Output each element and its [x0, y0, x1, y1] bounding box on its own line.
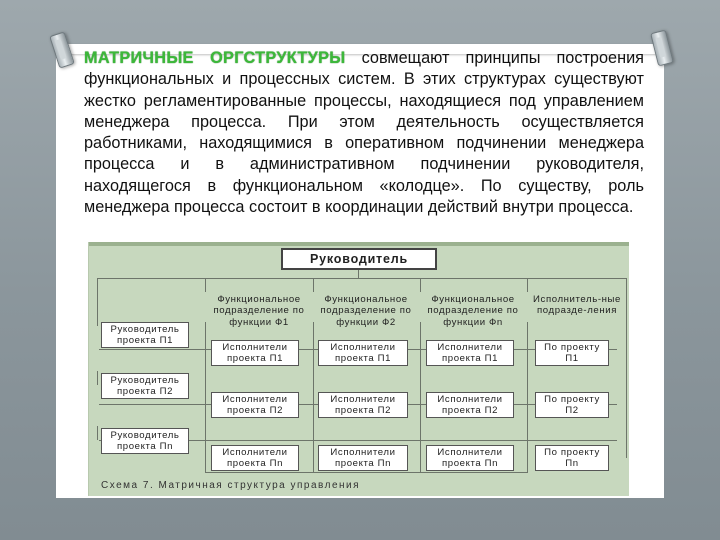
- cell-box: Исполнители проекта П2: [426, 392, 514, 418]
- column-line-2: [313, 322, 314, 472]
- cell-box: По проекту П1: [535, 340, 609, 366]
- row-manager-box: Руководитель проекта П1: [101, 322, 189, 348]
- connector-line: [97, 371, 98, 385]
- paragraph-text: совмещают принципы построения функциональных и процессных систем. В этих структурах существуют жестко регламентированные процессы, находящиеся под управлением менеджера процесса. При этом деятельность осуществляется работниками, находящимися в оперативном подчинении менеджера процесса и в административном подчинении руководителя, находящегося в функциональном «колодце». По существу, роль менеджера процесса состоит в координации действий внутри процесса.: [84, 49, 644, 217]
- column-header: Функциональное подразделение по функции Фn: [427, 294, 519, 328]
- connector-line: [205, 278, 206, 292]
- connector-line: [313, 278, 314, 292]
- cell-box: Исполнители проекта П1: [426, 340, 514, 366]
- cell-box: Исполнители проекта Пn: [211, 445, 299, 471]
- cell-box: Исполнители проекта Пn: [318, 445, 408, 471]
- cell-box: Исполнители проекта Пn: [426, 445, 514, 471]
- connector-line: [97, 426, 98, 440]
- column-header: Исполнитель-ные подразде-ления: [533, 294, 621, 317]
- cell-box: По проекту Пn: [535, 445, 609, 471]
- connector-line: [420, 278, 421, 292]
- highlight-term: МАТРИЧНЫЕ ОРГСТРУКТУРЫ: [84, 49, 346, 67]
- column-header: Функциональное подразделение по функции Ф1: [213, 294, 305, 328]
- body-paragraph: [84, 48, 644, 218]
- cell-box: По проекту П2: [535, 392, 609, 418]
- cell-box: Исполнители проекта П1: [318, 340, 408, 366]
- connector-line: [626, 278, 627, 458]
- column-line-4: [527, 322, 528, 472]
- connector-line: [97, 278, 627, 279]
- matrix-diagram: [88, 242, 629, 496]
- column-line-1: [205, 322, 206, 472]
- row-manager-box: Руководитель проекта П2: [101, 373, 189, 399]
- cell-box: Исполнители проекта П2: [211, 392, 299, 418]
- diagram-top-strip: [89, 242, 629, 246]
- column-line-3: [420, 322, 421, 472]
- diagram-caption: Схема 7. Матричная структура управления: [101, 480, 361, 491]
- row-manager-box: Руководитель проекта Пn: [101, 428, 189, 454]
- column-header: Функциональное подразделение по функции Ф2: [320, 294, 412, 328]
- cell-box: Исполнители проекта П2: [318, 392, 408, 418]
- cell-box: Исполнители проекта П1: [211, 340, 299, 366]
- bottom-line: [205, 472, 528, 473]
- head-box: Руководитель: [281, 248, 437, 270]
- connector-line: [97, 278, 98, 326]
- connector-line: [527, 278, 528, 292]
